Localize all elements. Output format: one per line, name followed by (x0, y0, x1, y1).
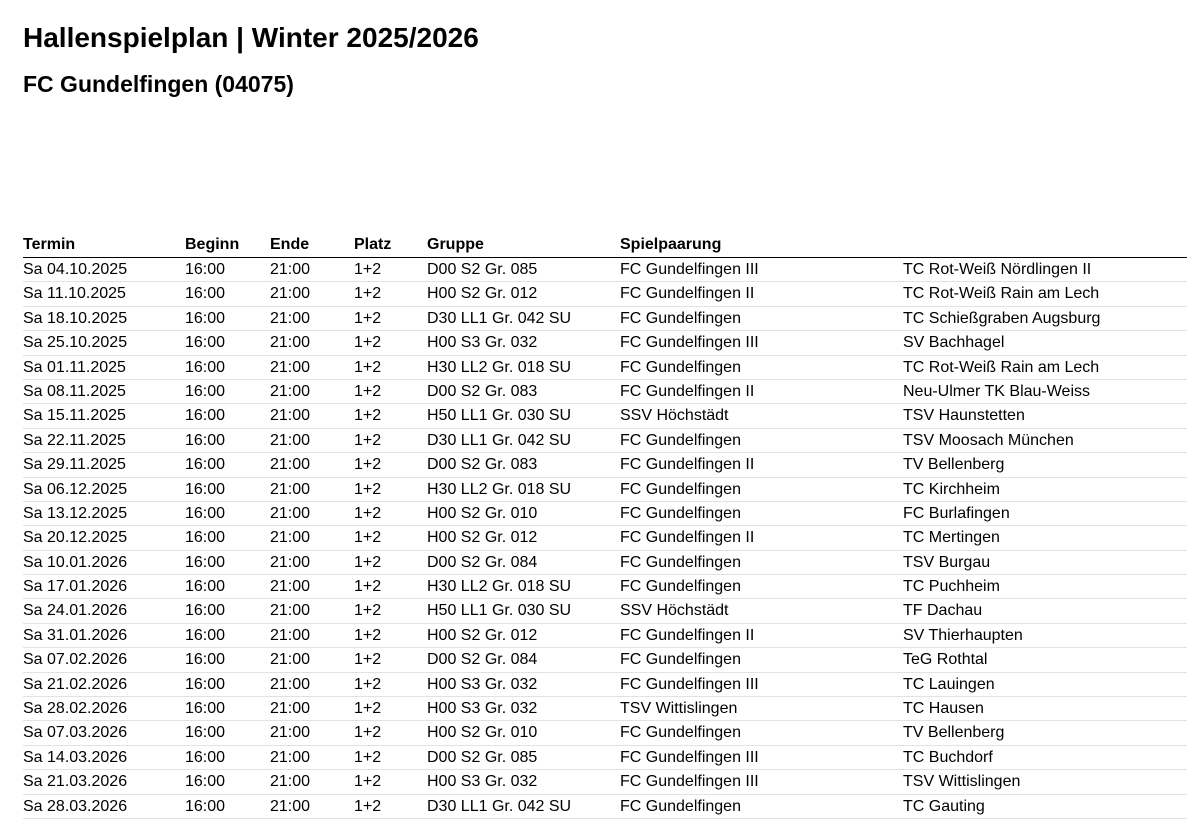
cell-termin: Sa 29.11.2025 (23, 456, 126, 474)
cell-platz: 1+2 (354, 504, 382, 522)
cell-away-team: SV Bachhagel (903, 334, 1005, 352)
cell-away-team: TC Hausen (903, 700, 984, 718)
cell-termin: Sa 07.03.2026 (23, 724, 128, 742)
cell-gruppe: D30 LL1 Gr. 042 SU (427, 797, 572, 815)
schedule-table (23, 231, 1187, 819)
cell-ende: 21:00 (270, 626, 311, 644)
cell-termin: Sa 20.12.2025 (23, 529, 128, 547)
cell-home-team: FC Gundelfingen III (620, 334, 759, 352)
cell-termin: Sa 06.12.2025 (23, 480, 128, 498)
cell-ende: 21:00 (270, 261, 311, 278)
cell-ende: 21:00 (270, 578, 311, 596)
cell-beginn: 16:00 (185, 626, 226, 644)
cell-away-team: TV Bellenberg (903, 724, 1005, 742)
cell-ende: 21:00 (270, 309, 311, 327)
cell-beginn: 16:00 (185, 602, 226, 620)
cell-beginn: 16:00 (185, 529, 226, 547)
cell-ende: 21:00 (270, 431, 311, 449)
cell-home-team: FC Gundelfingen II (620, 285, 755, 303)
table-row (23, 331, 1187, 355)
cell-platz: 1+2 (354, 651, 382, 669)
cell-home-team: TSV Wittislingen (620, 700, 738, 718)
cell-home-team: FC Gundelfingen III (620, 675, 759, 693)
cell-home-team: FC Gundelfingen (620, 578, 741, 596)
cell-termin: Sa 17.01.2026 (23, 578, 128, 596)
cell-ende: 21:00 (270, 480, 311, 498)
cell-platz: 1+2 (354, 456, 382, 474)
table-header (23, 231, 1187, 258)
cell-beginn: 16:00 (185, 407, 226, 425)
cell-platz: 1+2 (354, 285, 382, 303)
cell-home-team: SSV Höchstädt (620, 407, 729, 425)
cell-beginn: 16:00 (185, 773, 226, 791)
cell-home-team: FC Gundelfingen II (620, 456, 755, 474)
cell-away-team: TC Puchheim (903, 578, 1000, 596)
cell-ende: 21:00 (270, 529, 311, 547)
cell-platz: 1+2 (354, 382, 382, 400)
cell-ende: 21:00 (270, 334, 311, 352)
cell-beginn: 16:00 (185, 431, 226, 449)
cell-platz: 1+2 (354, 700, 382, 718)
cell-gruppe: D00 S2 Gr. 084 (427, 553, 538, 571)
cell-gruppe: D30 LL1 Gr. 042 SU (427, 431, 572, 449)
cell-termin: Sa 18.10.2025 (23, 309, 128, 327)
cell-gruppe: H00 S3 Gr. 032 (427, 334, 538, 352)
table-row (23, 697, 1187, 721)
cell-gruppe: H30 LL2 Gr. 018 SU (427, 480, 572, 498)
table-row (23, 624, 1187, 648)
cell-away-team: TC Schießgraben Augsburg (903, 309, 1101, 327)
cell-termin: Sa 22.11.2025 (23, 431, 126, 449)
table-row (23, 746, 1187, 770)
cell-ende: 21:00 (270, 724, 311, 742)
cell-beginn: 16:00 (185, 553, 226, 571)
cell-gruppe: H00 S2 Gr. 010 (427, 724, 538, 742)
cell-ende: 21:00 (270, 797, 311, 815)
cell-home-team: FC Gundelfingen II (620, 382, 755, 400)
cell-termin: Sa 01.11.2025 (23, 358, 126, 376)
cell-gruppe: H00 S3 Gr. 032 (427, 700, 538, 718)
cell-platz: 1+2 (354, 431, 382, 449)
cell-beginn: 16:00 (185, 797, 226, 815)
cell-away-team: TC Lauingen (903, 675, 995, 693)
cell-away-team: TC Kirchheim (903, 480, 1000, 498)
cell-platz: 1+2 (354, 724, 382, 742)
cell-home-team: FC Gundelfingen III (620, 773, 759, 791)
cell-gruppe: D00 S2 Gr. 083 (427, 456, 538, 474)
table-row (23, 453, 1187, 477)
header-ende: Ende (270, 236, 310, 253)
cell-away-team: TC Mertingen (903, 529, 1000, 547)
table-row (23, 673, 1187, 697)
cell-beginn: 16:00 (185, 504, 226, 522)
cell-platz: 1+2 (354, 529, 382, 547)
cell-away-team: TSV Wittislingen (903, 773, 1021, 791)
table-row (23, 429, 1187, 453)
table-row (23, 502, 1187, 526)
cell-termin: Sa 13.12.2025 (23, 504, 128, 522)
cell-gruppe: H00 S2 Gr. 012 (427, 529, 538, 547)
table-row (23, 282, 1187, 306)
cell-beginn: 16:00 (185, 578, 226, 596)
cell-away-team: TF Dachau (903, 602, 983, 620)
cell-away-team: TeG Rothtal (903, 651, 988, 669)
cell-beginn: 16:00 (185, 382, 226, 400)
cell-gruppe: H30 LL2 Gr. 018 SU (427, 578, 572, 596)
cell-gruppe: H00 S2 Gr. 012 (427, 626, 538, 644)
cell-home-team: FC Gundelfingen II (620, 626, 755, 644)
cell-beginn: 16:00 (185, 285, 226, 303)
cell-platz: 1+2 (354, 480, 382, 498)
cell-ende: 21:00 (270, 382, 311, 400)
cell-ende: 21:00 (270, 773, 311, 791)
cell-home-team: FC Gundelfingen (620, 431, 741, 449)
cell-ende: 21:00 (270, 407, 311, 425)
cell-ende: 21:00 (270, 700, 311, 718)
cell-beginn: 16:00 (185, 261, 226, 278)
cell-home-team: FC Gundelfingen III (620, 748, 759, 766)
cell-beginn: 16:00 (185, 334, 226, 352)
cell-home-team: FC Gundelfingen (620, 724, 741, 742)
cell-away-team: TSV Haunstetten (903, 407, 1025, 425)
header-spielpaarung: Spielpaarung (620, 236, 722, 253)
document-title: Hallenspielplan | Winter 2025/2026 (23, 22, 479, 53)
cell-away-team: TC Gauting (903, 797, 985, 815)
cell-home-team: FC Gundelfingen (620, 797, 741, 815)
table-row (23, 648, 1187, 672)
club-subtitle: FC Gundelfingen (04075) (23, 71, 294, 97)
cell-platz: 1+2 (354, 626, 382, 644)
cell-home-team: FC Gundelfingen (620, 358, 741, 376)
cell-home-team: FC Gundelfingen (620, 504, 741, 522)
table-row (23, 721, 1187, 745)
header-termin: Termin (23, 236, 76, 253)
cell-ende: 21:00 (270, 456, 311, 474)
table-row (23, 795, 1187, 819)
cell-away-team: TC Rot-Weiß Rain am Lech (903, 285, 1100, 303)
cell-beginn: 16:00 (185, 675, 226, 693)
cell-platz: 1+2 (354, 602, 382, 620)
cell-gruppe: H00 S2 Gr. 012 (427, 285, 538, 303)
cell-ende: 21:00 (270, 553, 311, 571)
cell-gruppe: D00 S2 Gr. 084 (427, 651, 538, 669)
table-row (23, 575, 1187, 599)
cell-beginn: 16:00 (185, 724, 226, 742)
cell-platz: 1+2 (354, 553, 382, 571)
cell-platz: 1+2 (354, 578, 382, 596)
cell-termin: Sa 11.10.2025 (23, 285, 126, 303)
cell-home-team: FC Gundelfingen (620, 553, 741, 571)
cell-termin: Sa 04.10.2025 (23, 261, 128, 278)
cell-gruppe: H00 S3 Gr. 032 (427, 675, 538, 693)
cell-termin: Sa 07.02.2026 (23, 651, 128, 669)
cell-home-team: FC Gundelfingen III (620, 261, 759, 278)
cell-termin: Sa 28.02.2026 (23, 700, 128, 718)
cell-termin: Sa 21.02.2026 (23, 675, 128, 693)
cell-platz: 1+2 (354, 773, 382, 791)
cell-termin: Sa 24.01.2026 (23, 602, 128, 620)
cell-beginn: 16:00 (185, 309, 226, 327)
cell-ende: 21:00 (270, 651, 311, 669)
cell-beginn: 16:00 (185, 456, 226, 474)
cell-away-team: TSV Moosach München (903, 431, 1074, 449)
cell-gruppe: H00 S2 Gr. 010 (427, 504, 538, 522)
table-row (23, 599, 1187, 623)
cell-away-team: SV Thierhaupten (903, 626, 1023, 644)
header-gruppe: Gruppe (427, 236, 484, 253)
cell-gruppe: D00 S2 Gr. 083 (427, 382, 538, 400)
cell-ende: 21:00 (270, 285, 311, 303)
cell-gruppe: D00 S2 Gr. 085 (427, 748, 538, 766)
cell-platz: 1+2 (354, 334, 382, 352)
table-row (23, 380, 1187, 404)
cell-away-team: TC Rot-Weiß Nördlingen II (903, 261, 1092, 278)
cell-ende: 21:00 (270, 748, 311, 766)
cell-platz: 1+2 (354, 309, 382, 327)
cell-termin: Sa 25.10.2025 (23, 334, 128, 352)
cell-home-team: FC Gundelfingen (620, 651, 741, 669)
cell-home-team: FC Gundelfingen (620, 480, 741, 498)
cell-gruppe: H50 LL1 Gr. 030 SU (427, 407, 572, 425)
cell-platz: 1+2 (354, 261, 382, 278)
cell-gruppe: H30 LL2 Gr. 018 SU (427, 358, 572, 376)
cell-away-team: TC Rot-Weiß Rain am Lech (903, 358, 1100, 376)
cell-beginn: 16:00 (185, 748, 226, 766)
cell-gruppe: D30 LL1 Gr. 042 SU (427, 309, 572, 327)
cell-termin: Sa 08.11.2025 (23, 382, 126, 400)
table-row (23, 356, 1187, 380)
table-row (23, 307, 1187, 331)
cell-platz: 1+2 (354, 358, 382, 376)
cell-ende: 21:00 (270, 602, 311, 620)
cell-home-team: FC Gundelfingen II (620, 529, 755, 547)
cell-platz: 1+2 (354, 797, 382, 815)
cell-away-team: Neu-Ulmer TK Blau-Weiss (903, 382, 1091, 400)
table-row (23, 404, 1187, 428)
cell-termin: Sa 15.11.2025 (23, 407, 126, 425)
cell-ende: 21:00 (270, 358, 311, 376)
cell-platz: 1+2 (354, 748, 382, 766)
cell-away-team: FC Burlafingen (903, 504, 1010, 522)
cell-beginn: 16:00 (185, 651, 226, 669)
cell-beginn: 16:00 (185, 700, 226, 718)
cell-gruppe: D00 S2 Gr. 085 (427, 261, 538, 278)
cell-gruppe: H50 LL1 Gr. 030 SU (427, 602, 572, 620)
cell-termin: Sa 21.03.2026 (23, 773, 128, 791)
table-row (23, 770, 1187, 794)
table-row (23, 526, 1187, 550)
cell-beginn: 16:00 (185, 358, 226, 376)
cell-home-team: SSV Höchstädt (620, 602, 729, 620)
cell-termin: Sa 31.01.2026 (23, 626, 128, 644)
cell-gruppe: H00 S3 Gr. 032 (427, 773, 538, 791)
cell-away-team: TSV Burgau (903, 553, 991, 571)
table-body (23, 258, 1187, 819)
cell-ende: 21:00 (270, 504, 311, 522)
table-row (23, 478, 1187, 502)
cell-ende: 21:00 (270, 675, 311, 693)
cell-beginn: 16:00 (185, 480, 226, 498)
cell-away-team: TC Buchdorf (903, 748, 993, 766)
cell-termin: Sa 28.03.2026 (23, 797, 128, 815)
table-row (23, 258, 1187, 282)
cell-home-team: FC Gundelfingen (620, 309, 741, 327)
header-beginn: Beginn (185, 236, 240, 253)
cell-termin: Sa 10.01.2026 (23, 553, 128, 571)
cell-platz: 1+2 (354, 407, 382, 425)
header-platz: Platz (354, 236, 392, 253)
cell-platz: 1+2 (354, 675, 382, 693)
cell-away-team: TV Bellenberg (903, 456, 1005, 474)
table-row (23, 551, 1187, 575)
cell-termin: Sa 14.03.2026 (23, 748, 128, 766)
